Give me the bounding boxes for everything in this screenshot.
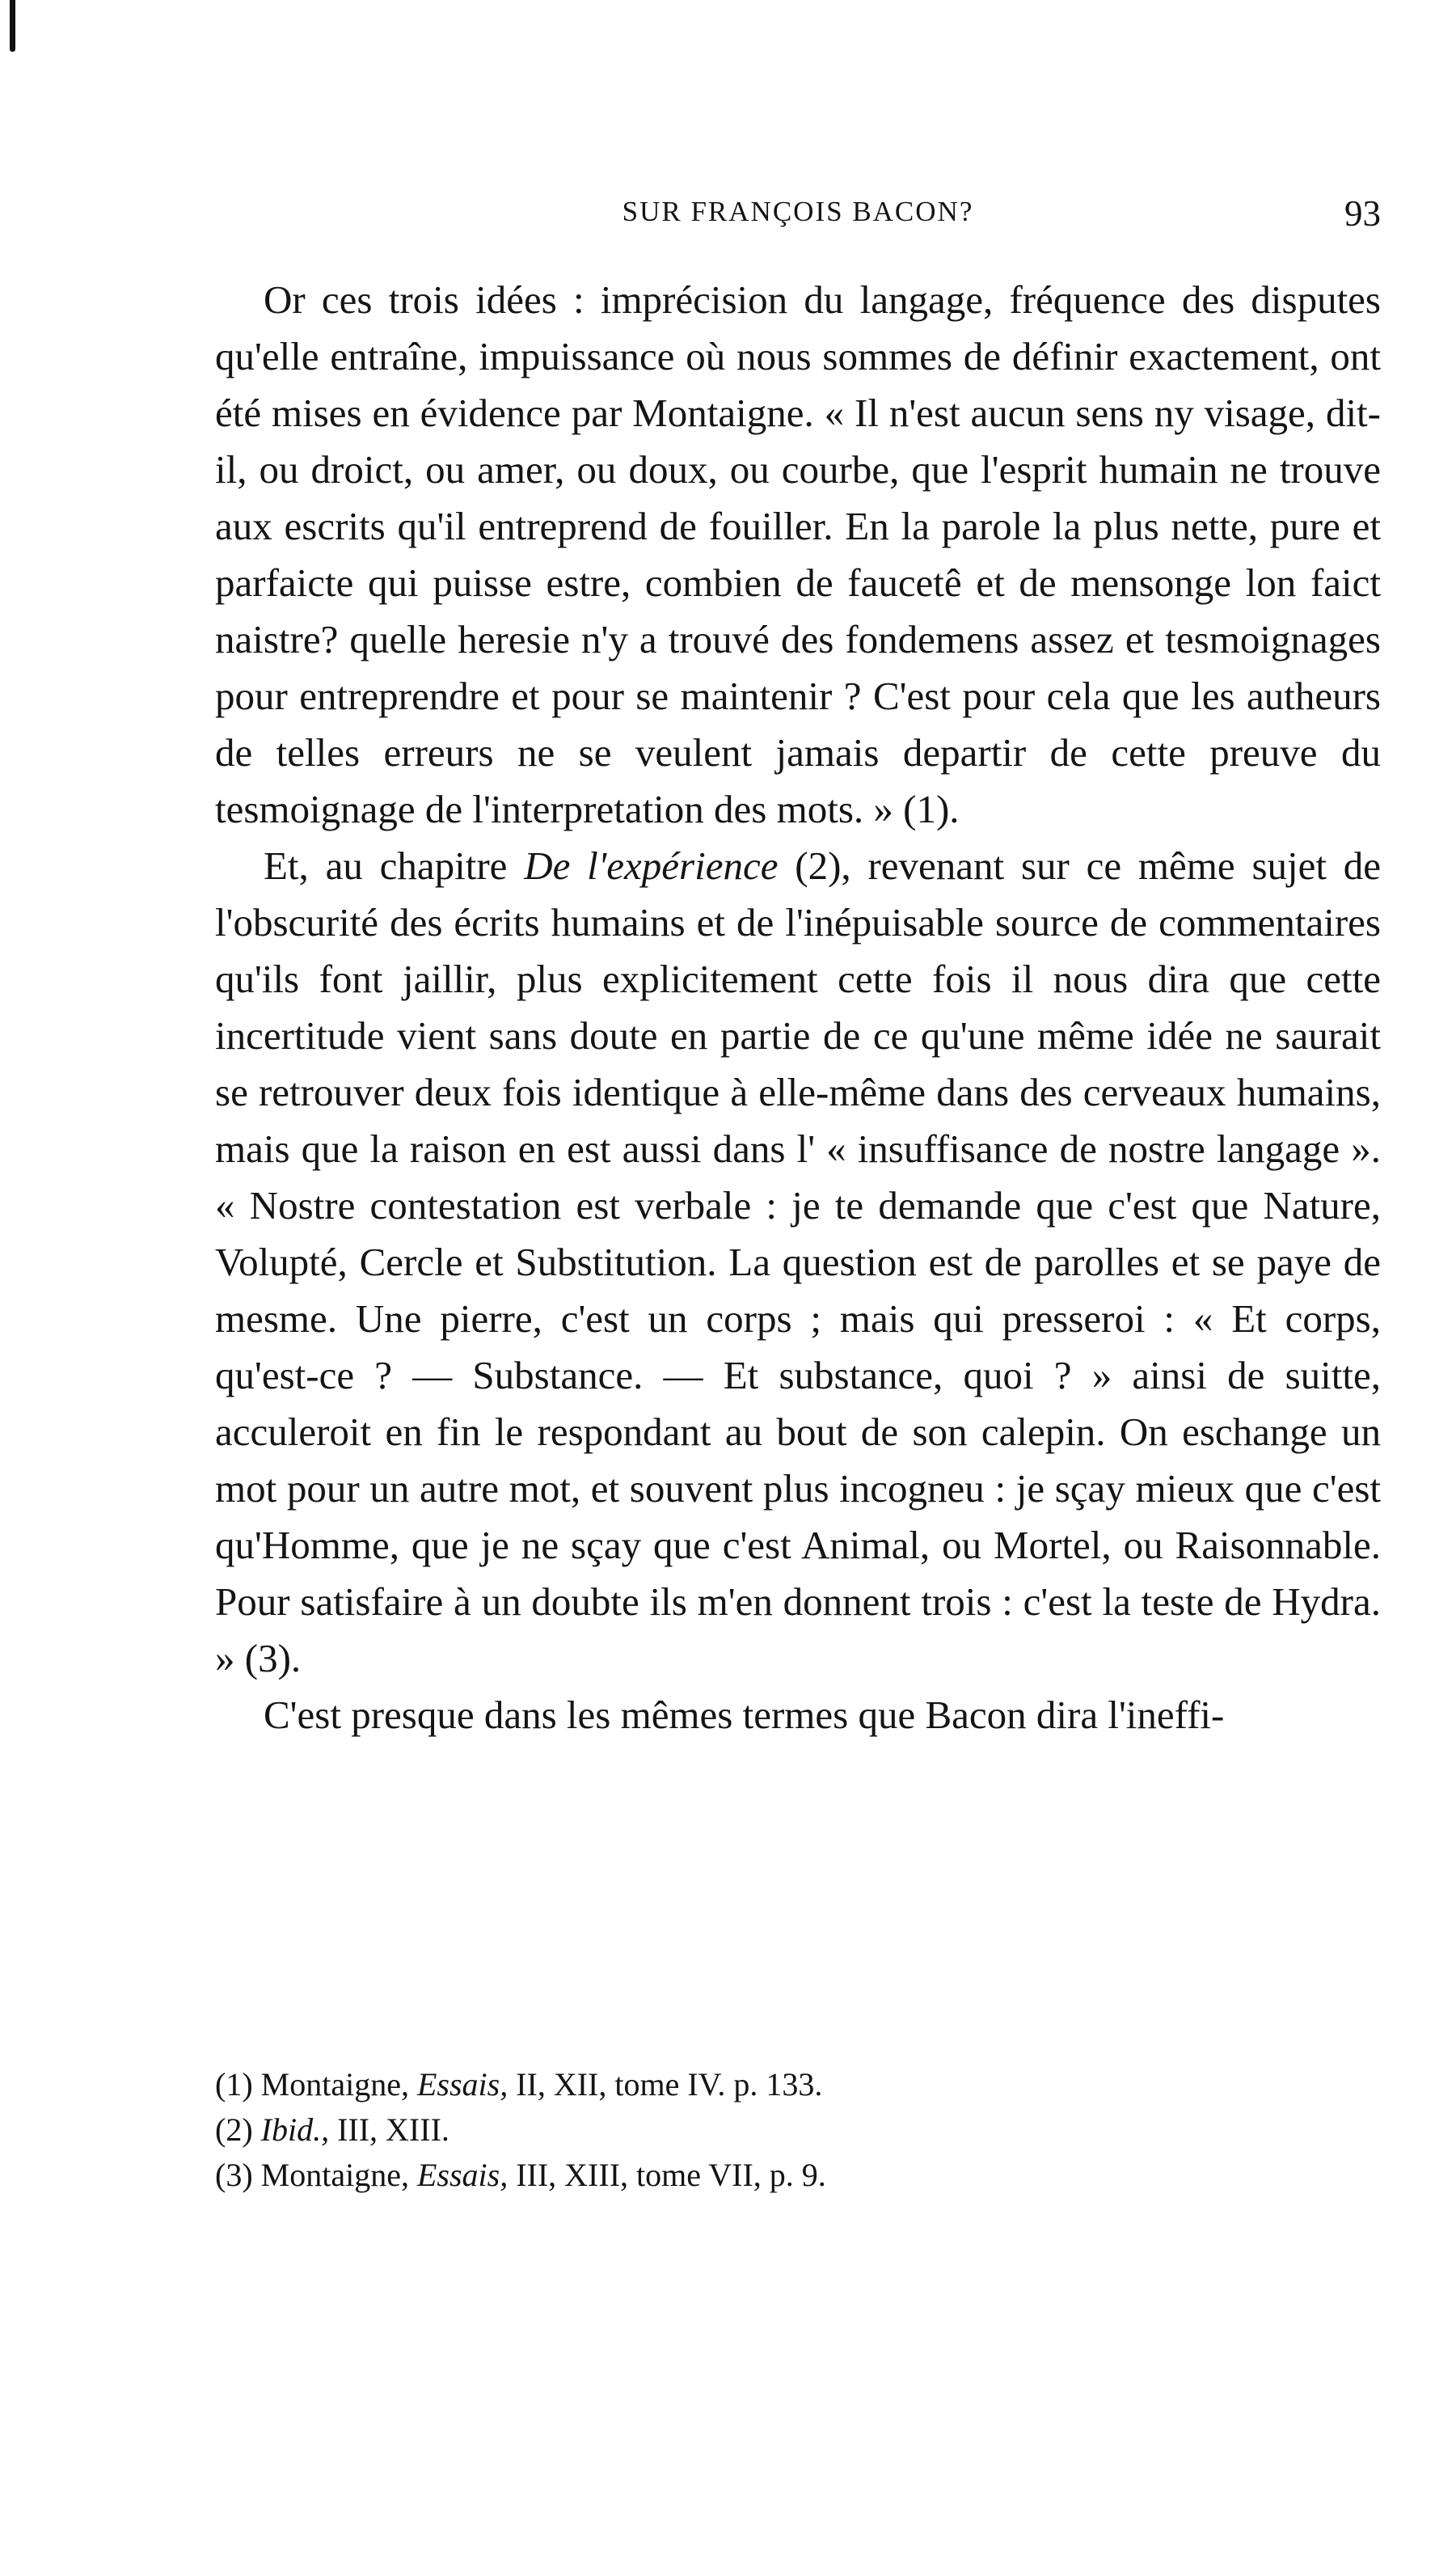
footnote-1 — [215, 2062, 1381, 2107]
footnote-ref-3: (3). — [244, 1636, 302, 1680]
paragraph-1 — [215, 272, 1381, 838]
footnote-ref-1: (1). — [903, 787, 960, 831]
footnote-author: Montaigne, — [260, 2157, 409, 2193]
footnote-location: III, XIII, tome VII, p. 9. — [516, 2157, 826, 2193]
running-head: SUR FRANÇOIS BACON? — [622, 196, 974, 227]
paragraph-2-text: revenant sur ce même sujet de l'obscurité des écrits humains et de l'inépuisable source de commentaires qu'ils font jaillir, plus explicitement cette fois il nous dira que cette incertitude vient sans doute en partie de ce qu'une même idée ne saurait se retrouver deux fois identique à elle-même dans des cerveaux humains, mais que la raison en est aussi dans l' « insuffisance de nostre langage ». « Nostre contestation est verbale : je te demande que c'est que Nature, Volupté, Cercle et Substitution. La question est de parolles et se paye de mesme. Une pierre, c'est un corps ; mais qui presseroi : « Et corps, qu'est-ce ? — Substance. — Et substance, quoi ? » ainsi de suitte, acculeroit en fin le respondant au bout de son calepin. On eschange un mot pour un autre mot, et souvent plus incogneu : je sçay mieux que c'est qu'Homme, que je ne sçay que c'est Animal, ou Mortel, ou Raisonnable. Pour satisfaire à un doubte ils m'en donnent trois : c'est la teste de Hydra. » — [215, 843, 1382, 1680]
paragraph-3 — [215, 1687, 1381, 1743]
footnote-3 — [215, 2153, 1381, 2198]
footnote-number: (3) — [215, 2157, 253, 2193]
footnotes — [215, 2062, 1381, 2198]
paragraph-2-title: De l'expérience — [524, 843, 779, 888]
page-number: 93 — [1344, 193, 1381, 234]
footnote-author: Montaigne, — [260, 2066, 409, 2103]
body-text — [215, 272, 1381, 1743]
footnote-work: Essais, — [416, 2157, 509, 2193]
footnote-number: (1) — [215, 2066, 253, 2103]
paragraph-2-lead: Et, au chapitre — [264, 843, 508, 888]
page-header — [215, 188, 1381, 236]
footnote-ref-2: (2), — [795, 843, 851, 888]
footnote-work: Essais, — [416, 2066, 509, 2103]
footnote-2 — [215, 2107, 1381, 2153]
corner-mark — [10, 0, 15, 52]
paragraph-2 — [215, 838, 1381, 1687]
footnote-location: III, XIII. — [337, 2111, 449, 2148]
paragraph-1-text: Or ces trois idées : imprécision du langage, fréquence des disputes qu'elle entraîne, impuissance où nous sommes de définir exactement, ont été mises en évidence par Montaigne. « Il n'est aucun sens ny visage, dit-il, ou droict, ou amer, ou doux, ou courbe, que l'esprit humain ne trouve aux escrits qu'il entreprend de fouiller. En la parole la plus nette, pure et parfaicte qui puisse estre, combien de faucetê et de mensonge lon faict naistre? quelle heresie n'y a trouvé des fondemens assez et tesmoignages pour entreprendre et pour se maintenir ? C'est pour cela que les autheurs de telles erreurs ne se veulent jamais departir de cette preuve du tesmoignage de l'interpretation des mots. » — [215, 277, 1381, 831]
footnote-work: Ibid., — [260, 2111, 330, 2148]
paragraph-3-text: C'est presque dans les mêmes termes que Bacon dira l'ineffi- — [264, 1693, 1225, 1737]
footnote-location: II, XII, tome IV. p. 133. — [516, 2066, 823, 2103]
footnote-number: (2) — [215, 2111, 253, 2148]
